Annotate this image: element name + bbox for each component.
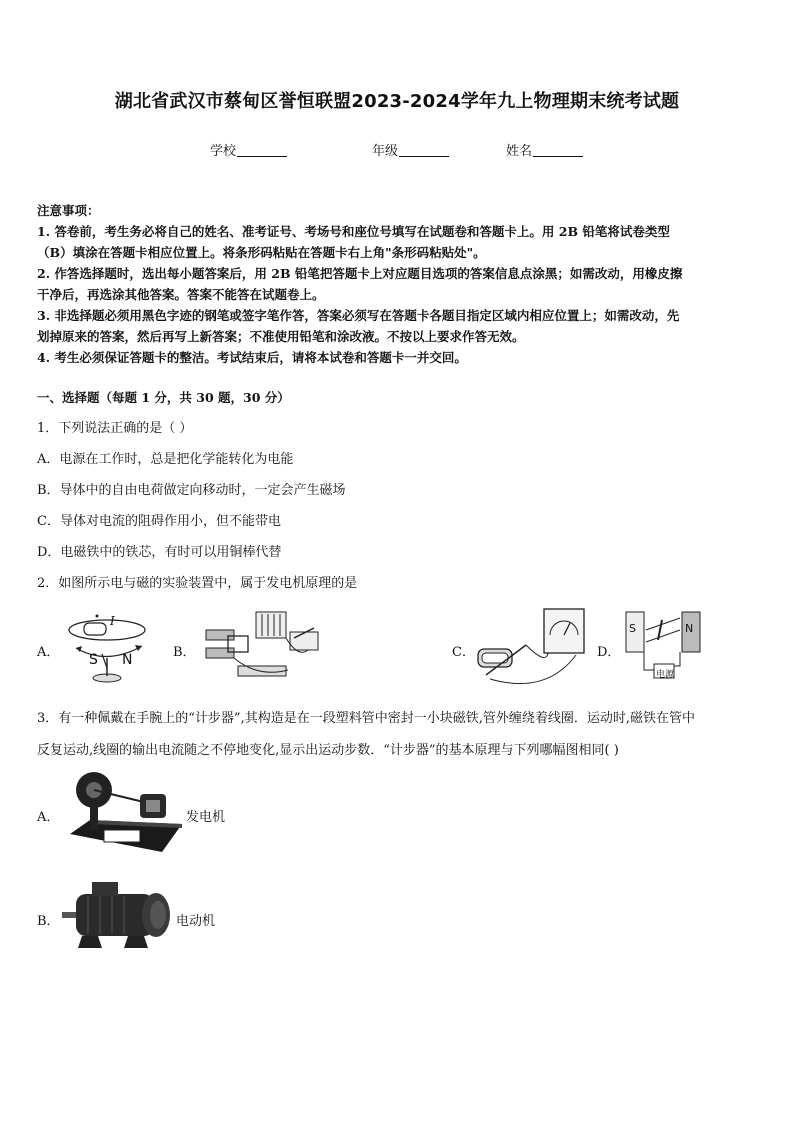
grade-label: 年级 [372, 144, 399, 159]
name-field[interactable] [506, 140, 583, 159]
figure-3a-generator-model [64, 770, 184, 858]
figure-2d-n-label: N [685, 622, 694, 635]
grade-field[interactable] [372, 140, 449, 159]
notice-line: 3. 非选择题必须用黑色字迹的钢笔或签字笔作答，答案必须写在答题卡各题目指定区域内相应位置上；如需改动，先 [37, 308, 680, 323]
school-label: 学校 [210, 144, 237, 159]
question-1-stem: 1．下列说法正确的是（ ） [37, 421, 193, 436]
figure-2b-motor-apparatus [198, 608, 328, 688]
notice-line: 干净后，再选涂其他答案。答案不能答在试题卷上。 [37, 287, 325, 302]
question-3-stem-cont: 反复运动,线圈的输出电流随之不停地变化,显示出运动步数．“计步器”的基本原理与下列哪幅图相同( ) [37, 743, 619, 758]
notice-line: 2. 作答选择题时，选出每小题答案后，用 2B 铅笔把答题卡上对应题目选项的答案信息点涂黑；如需改动，用橡皮擦 [37, 266, 683, 281]
name-blank[interactable] [533, 144, 583, 157]
school-blank[interactable] [237, 144, 287, 157]
notice-line: 4. 考生必须保证答题卡的整洁。考试结束后，请将本试卷和答题卡一并交回。 [37, 350, 467, 365]
figure-2c-galvanometer-apparatus [476, 605, 591, 689]
school-field[interactable] [210, 140, 287, 159]
grade-blank[interactable] [399, 144, 449, 157]
question-2-stem: 2．如图所示电与磁的实验装置中，属于发电机原理的是 [37, 576, 358, 591]
figure-2a-n-label: N [122, 652, 133, 668]
question-1-option-b[interactable]: B．导体中的自由电荷做定向移动时，一定会产生磁场 [37, 483, 346, 498]
figure-2a-s-label: S [89, 652, 98, 668]
figure-2a-wire-compass [62, 608, 152, 688]
question-2-option-c-label[interactable]: C． [452, 645, 475, 660]
figure-2d-s-label: S [629, 622, 636, 635]
notice-line: 1. 答卷前，考生务必将自己的姓名、准考证号、考场号和座位号填写在试题卷和答题卡上。用 2B 铅笔将试卷类型 [37, 224, 670, 239]
question-2-option-d-label[interactable]: D． [597, 645, 621, 660]
question-3-option-a-caption: 发电机 [186, 810, 226, 825]
notice-line: 划掉原来的答案，然后再写上新答案；不准使用铅笔和涂改液。不按以上要求作答无效。 [37, 329, 525, 344]
notice-heading: 注意事项： [37, 203, 100, 218]
figure-2a-current-label: I [110, 614, 115, 628]
question-2-option-b-label[interactable]: B． [173, 645, 196, 660]
question-1-option-d[interactable]: D．电磁铁中的铁芯，有时可以用铜棒代替 [37, 545, 282, 560]
figure-3b-electric-motor [62, 878, 174, 952]
question-1-option-a[interactable]: A．电源在工作时，总是把化学能转化为电能 [37, 452, 294, 467]
question-3-stem: 3．有一种佩戴在手腕上的“计步器”,其构造是在一段塑料管中密封一小块磁铁,管外缠绕着线圈．运动时,磁铁在管中 [37, 711, 695, 726]
question-3-option-b-label[interactable]: B． [37, 914, 60, 929]
name-label: 姓名 [506, 144, 533, 159]
page-title: 湖北省武汉市蔡甸区誉恒联盟2023-2024学年九上物理期末统考试题 [114, 91, 680, 112]
notice-line: （B）填涂在答题卡相应位置上。将条形码粘贴在答题卡右上角"条形码粘贴处"。 [37, 245, 486, 260]
section-heading: 一、选择题（每题 1 分，共 30 题，30 分） [37, 390, 290, 405]
question-1-option-c[interactable]: C．导体对电流的阻碍作用小，但不能带电 [37, 514, 281, 529]
question-3-option-b-caption: 电动机 [176, 914, 216, 929]
figure-2d-power-label: 电源 [656, 670, 675, 680]
question-2-option-a-label[interactable]: A． [37, 645, 60, 660]
question-3-option-a-label[interactable]: A． [37, 810, 60, 825]
